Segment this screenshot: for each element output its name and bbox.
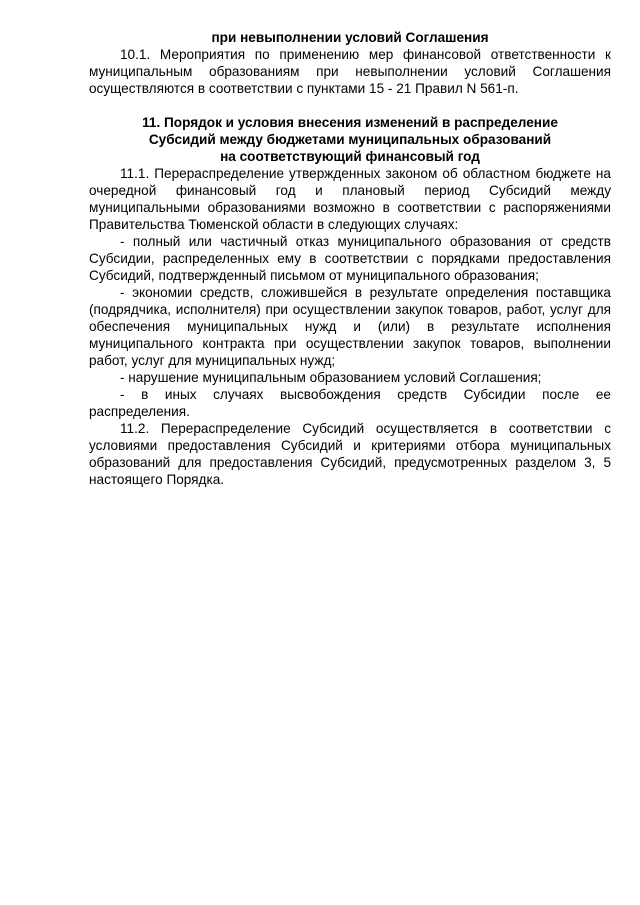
spacer [89, 97, 611, 114]
list-item-savings: - экономии средств, сложившейся в результате определения поставщика (подрядчика, исполнителя) при осуществлении закупок товаров, работ, услуг для обеспечения муниципальных нужд и (или) в результате исполнения муниципального контракта при осуществлении закупок товаров, выполнении работ, услуг для муниципальных нужд; [89, 285, 611, 368]
paragraph-11-1: 11.1. Перераспределение утвержденных законом об областном бюджете на очередной финансовый год и плановый период Субсидий между муниципальными образованиями возможно в соответствии с распоряжениями Правительства Тюменской области в следующих случаях: [89, 166, 611, 232]
section-11-heading [89, 114, 611, 165]
paragraph-11-2: 11.2. Перераспределение Субсидий осуществляется в соответствии с условиями предоставления Субсидий и критериями отбора муниципальных образований для предоставления Субсидий, предусмотренных разделом 3, 5 настоящего Порядка. [89, 421, 611, 487]
section-11-heading-line-1: 11. Порядок и условия внесения изменений в распределение [142, 115, 558, 130]
section-11-heading-line-3: на соответствующий финансовый год [220, 149, 480, 164]
section-10-heading-tail: при невыполнении условий Соглашения [211, 30, 489, 45]
list-item-other-cases: - в иных случаях высвобождения средств Субсидии после ее распределения. [89, 387, 611, 419]
paragraph-10-1: 10.1. Мероприятия по применению мер финансовой ответственности к муниципальным образованиям при невыполнении условий Соглашения осуществляются в соответствии с пунктами 15 - 21 Правил N 561-п. [89, 47, 611, 96]
section-11-heading-line-2: Субсидий между бюджетами муниципальных образований [148, 132, 552, 147]
document-body [89, 29, 611, 488]
list-item-refusal: - полный или частичный отказ муниципального образования от средств Субсидии, распределенных ему в соответствии с порядками предоставления Субсидий, подтвержденный письмом от муниципального образования; [89, 234, 611, 283]
list-item-violation: - нарушение муниципальным образованием условий Соглашения; [120, 370, 542, 385]
